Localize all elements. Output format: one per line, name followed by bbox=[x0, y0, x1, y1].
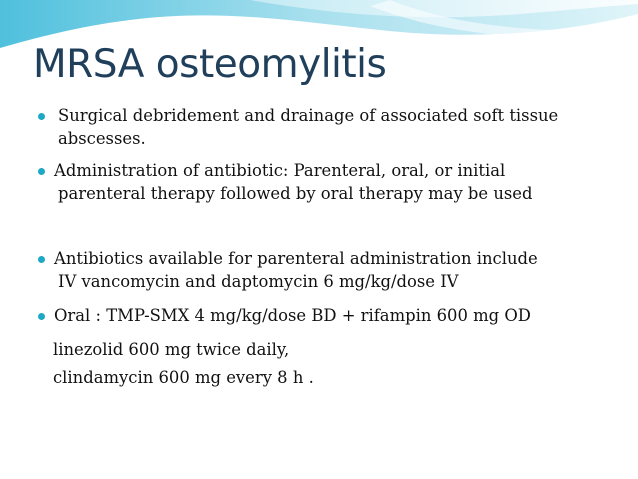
bullet-text: abscesses. bbox=[58, 129, 146, 148]
bullet-text: parenteral therapy followed by oral therapy may be used bbox=[58, 184, 533, 203]
bullet-text: Antibiotics available for parenteral administration include bbox=[54, 249, 538, 268]
bullet-text: Oral : TMP-SMX 4 mg/kg/dose BD + rifampin 600 mg OD bbox=[54, 306, 531, 325]
bullet-icon bbox=[38, 113, 45, 120]
continuation-text: clindamycin 600 mg every 8 h . bbox=[53, 368, 314, 387]
bullet-text: Administration of antibiotic: Parenteral, oral, or initial bbox=[54, 161, 506, 180]
bullet-icon bbox=[38, 256, 45, 263]
continuation-text: linezolid 600 mg twice daily, bbox=[53, 340, 290, 359]
bullet-text: Surgical debridement and drainage of associated soft tissue bbox=[58, 106, 559, 125]
bullet-icon bbox=[38, 313, 45, 320]
bullet-icon bbox=[38, 168, 45, 175]
slide-title: MRSA osteomylitis bbox=[33, 42, 387, 87]
bullet-text: IV vancomycin and daptomycin 6 mg/kg/dose IV bbox=[58, 272, 459, 291]
